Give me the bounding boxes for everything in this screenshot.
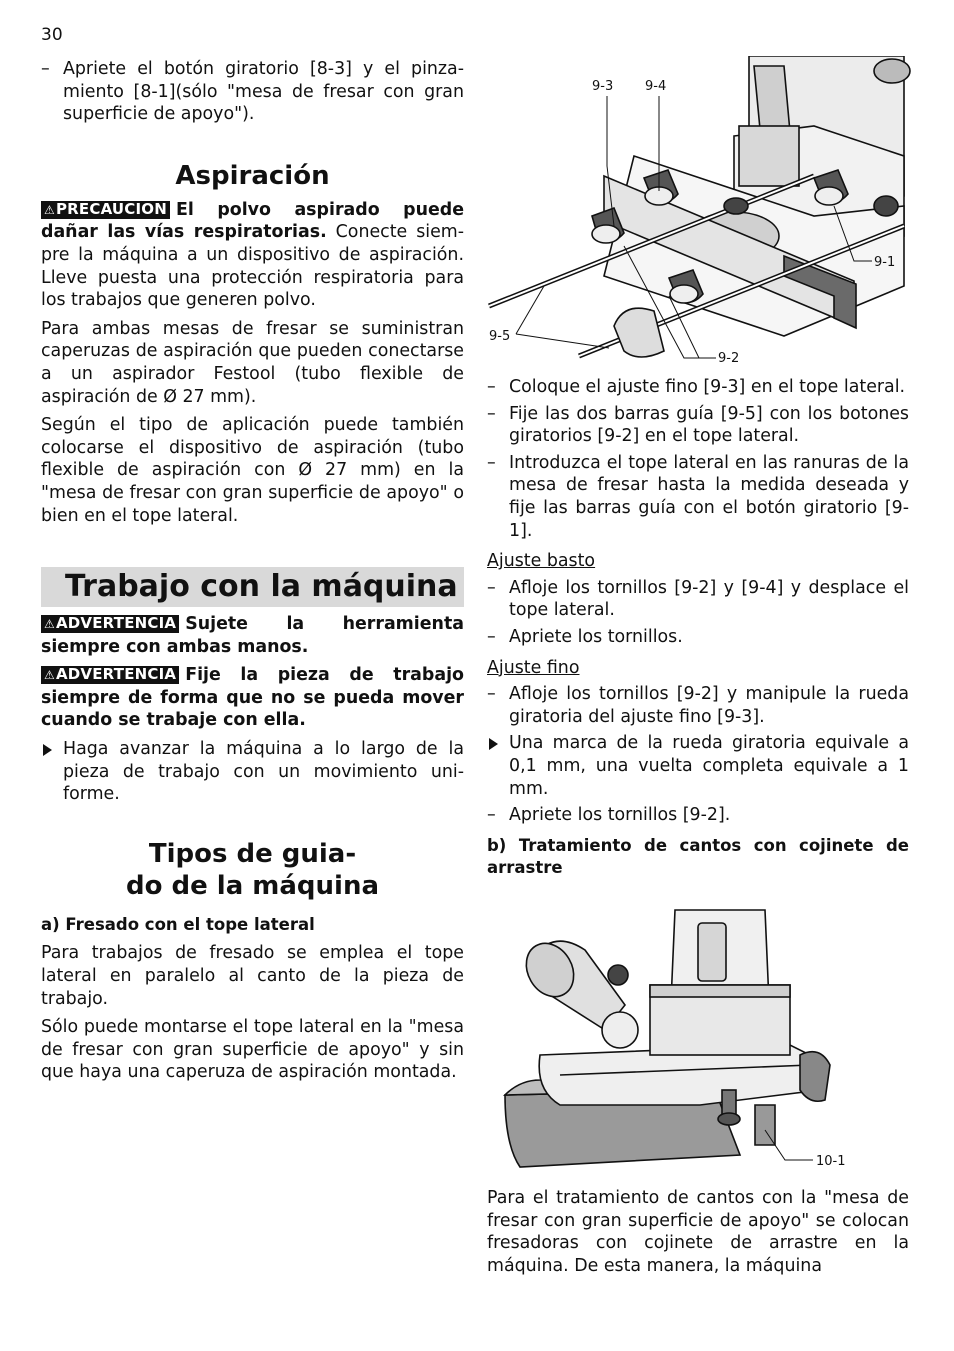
warning-icon: ⚠: [44, 617, 55, 632]
instruction-step: – Apriete los tornillos [9-2].: [487, 804, 909, 827]
page-number: 30: [41, 25, 63, 45]
callout-9-3: 9-3: [592, 79, 614, 94]
warning-badge: ⚠PRECAUCION: [41, 201, 170, 219]
callout-10-1: 10-1: [816, 1154, 846, 1169]
instruction-step: – Afloje los tornillos [9-2] y manipule la rueda giratoria del ajuste fino [9-3].: [487, 683, 909, 728]
instruction-step: Haga avanzar la máquina a lo largo de la pieza de trabajo con un movimiento uniforme.: [41, 738, 464, 806]
warning-bold-text: El polvo aspirado puede dañar las vías respiratorias.: [41, 199, 464, 243]
section-title-box: [41, 567, 464, 607]
instruction-step: – Introduzca el tope lateral en las ranuras de la mesa de fresar hasta la medida deseada y fije las barras guía con el botón giratorio [9-1].: [487, 452, 909, 542]
figure-9-side-fence: [484, 56, 912, 372]
callout-9-2: 9-2: [718, 351, 740, 366]
paragraph: Para trabajos de fresado se emplea el tope lateral en paralelo al canto de la pieza de trabajo.: [41, 943, 464, 1009]
section-title-tipos: Tipos de guia- do de la máquina: [125, 838, 380, 901]
warning-advertencia-2: ⚠ADVERTENCIA Fije la pieza de trabajo siempre de forma que no se pueda mover cuando se trabaje con ella.: [41, 665, 464, 731]
warning-advertencia-1: ⚠ADVERTENCIA Sujete la herramienta siempre con ambas manos.: [41, 614, 464, 657]
section-title-trabajo: Trabajo con la máquina: [65, 569, 458, 605]
paragraph: Sólo puede montarse el tope lateral en la "mesa de fresar con gran superficie de apoyo" y sin que haya una caperuza de aspiración montada.: [41, 1017, 464, 1083]
instruction-step: – Apriete los tornillos.: [487, 626, 909, 649]
instruction-step: Una marca de la rueda giratoria equivale a 0,1 mm, una vuelta completa equivale a 1 mm.: [487, 732, 909, 800]
subheading-a: a) Fresado con el tope lateral: [41, 914, 315, 934]
instruction-step: – Fije las dos barras guía [9-5] con los botones giratorios [9-2] en el tope lateral.: [487, 403, 909, 448]
paragraph: Para ambas mesas de fresar se suministran caperuzas de aspiración que pueden conectarse a un aspirador Festool (tubo flexible de aspiración de Ø 27 mm).: [41, 318, 464, 407]
right-column: [487, 376, 909, 886]
warning-badge: ⚠ADVERTENCIA: [41, 666, 179, 684]
instruction-step: – Coloque el ajuste fino [9-3] en el tope lateral.: [487, 376, 909, 399]
callout-9-4: 9-4: [645, 79, 667, 94]
left-column: [41, 58, 464, 1090]
figure-10-bearing-router: [500, 905, 860, 1177]
warning-precaucion: [41, 199, 464, 312]
intro-step: – Apriete el botón giratorio [8-3] y el pinzamiento [8-1](sólo "mesa de fresar con gran superficie de apoyo").: [41, 58, 464, 126]
paragraph: Según el tipo de aplicación puede también colocarse el dispositivo de aspiración (tubo flexible de aspiración con Ø 27 mm) en la "mesa de fresar con gran superficie de apoyo" o bien en el tope lateral.: [41, 415, 464, 526]
subheading-b: b) Tratamiento de cantos con cojinete de arrastre: [487, 835, 909, 878]
callout-9-1: 9-1: [874, 255, 896, 270]
warning-badge: ⚠ADVERTENCIA: [41, 615, 179, 633]
callout-9-5: 9-5: [489, 329, 511, 344]
warning-icon: ⚠: [44, 668, 55, 683]
warning-icon: ⚠: [44, 202, 55, 217]
subheading-ajuste-basto: Ajuste basto: [487, 551, 596, 572]
warning-text: Conecte siempre la máquina a un dispositivo de aspiración. Lleve puesta una protección respiratoria para los trabajos que generen polvo.: [41, 222, 465, 311]
subheading-ajuste-fino: Ajuste fino: [487, 657, 580, 678]
instruction-step: – Afloje los tornillos [9-2] y [9-4] y desplace el tope lateral.: [487, 577, 909, 622]
section-title-aspiracion: Aspiración: [175, 160, 330, 191]
paragraph-end: Para el tratamiento de cantos con la "mesa de fresar con gran superficie de apoyo" se colocan fresadoras con cojinete de arrastre en la máquina. De esta manera, la máquina: [487, 1188, 909, 1276]
